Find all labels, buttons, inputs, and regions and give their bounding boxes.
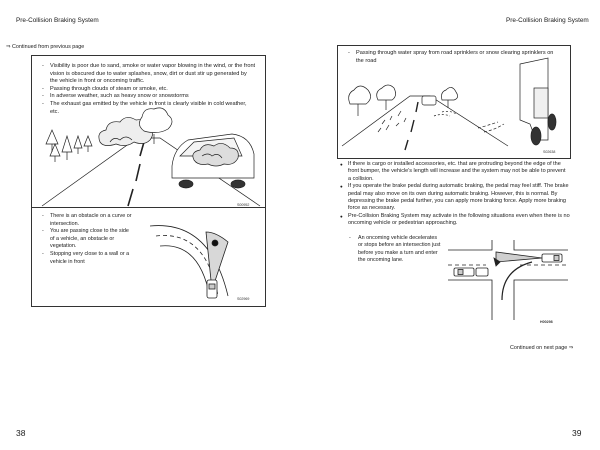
conditions-box-3	[337, 45, 571, 159]
list-item: ● Pre-Collision Braking System may activate in the following situations even when there is no oncoming vehicle or pedestrian approaching.	[340, 212, 570, 227]
list-item: - Stopping very close to a wall or a vehicle in front	[42, 250, 130, 265]
curve-obstacle-illustration	[32, 208, 265, 306]
figure-code-2: S02969	[237, 297, 250, 301]
figure-code-3: S02638	[543, 150, 556, 154]
precautions-list	[340, 161, 570, 228]
figure-code-4: H00298	[540, 320, 553, 324]
sub-item-text: An oncoming vehicle decelerates or stops before an intersection just before you make a turn and enter the oncoming lane.	[358, 235, 441, 264]
figure-code-1: S00952	[237, 203, 250, 207]
conditions-box-1	[31, 55, 266, 213]
continued-from-text: Continued from previous page	[12, 44, 85, 50]
continued-from-note	[6, 44, 84, 52]
left-page-number: 38	[16, 428, 26, 438]
continued-next-note	[510, 345, 573, 353]
right-page-number: 39	[572, 428, 582, 438]
smoke-road-illustration	[32, 56, 265, 212]
oncoming-vehicle-note: - An oncoming vehicle decelerates or stops before an intersection just before you make a turn and enter the oncoming lane.	[349, 235, 441, 264]
continued-arrow-icon: ⇒	[6, 44, 11, 50]
right-running-header: Pre-Collision Braking System	[506, 17, 589, 24]
continued-next-text: Continued on next page	[510, 345, 568, 351]
list-item: - You are passing close to the side of a vehicle, an obstacle or vegetation.	[42, 228, 129, 250]
list-item: - There is an obstacle on a curve or intersection.	[42, 213, 132, 227]
continued-next-arrow-icon: ⇒	[568, 345, 574, 351]
list-item: ● If there is cargo or installed accessories, etc. that are protruding beyond the edge of the front bumper, the vehicle's length will increase and the system may not be able to prevent a collision.	[340, 161, 566, 182]
left-running-header: Pre-Collision Braking System	[16, 17, 99, 24]
sprinkler-road-illustration	[338, 46, 570, 158]
list-item: - Visibility is poor due to sand, smoke or water vapor blowing in the wind, or the front vision is obscured due to water splashes, snow, dirt or dust stir up generated by the vehicle in front or oncoming traffic.	[42, 63, 256, 85]
list-item: - Passing through clouds of steam or smoke, etc.	[42, 85, 168, 92]
list-item: - Passing through water spray from road sprinklers or snow clearing sprinklers on the road	[348, 50, 554, 64]
conditions-box-2	[31, 207, 266, 307]
list-item: - In adverse weather, such as heavy snow or snowstorms	[42, 93, 189, 100]
list-item: - The exhaust gas emitted by the vehicle in front is clearly visible in cold weather, etc.	[42, 100, 247, 115]
intersection-illustration	[448, 240, 568, 320]
list-item: ● If you operate the brake pedal during automatic braking, the pedal may feel stiff. The brake pedal may also move on its own during automatic braking. However, this is normal. By depressing the brake pedal further, you can apply more braking force. Apply more braking force as necessary.	[340, 183, 569, 212]
